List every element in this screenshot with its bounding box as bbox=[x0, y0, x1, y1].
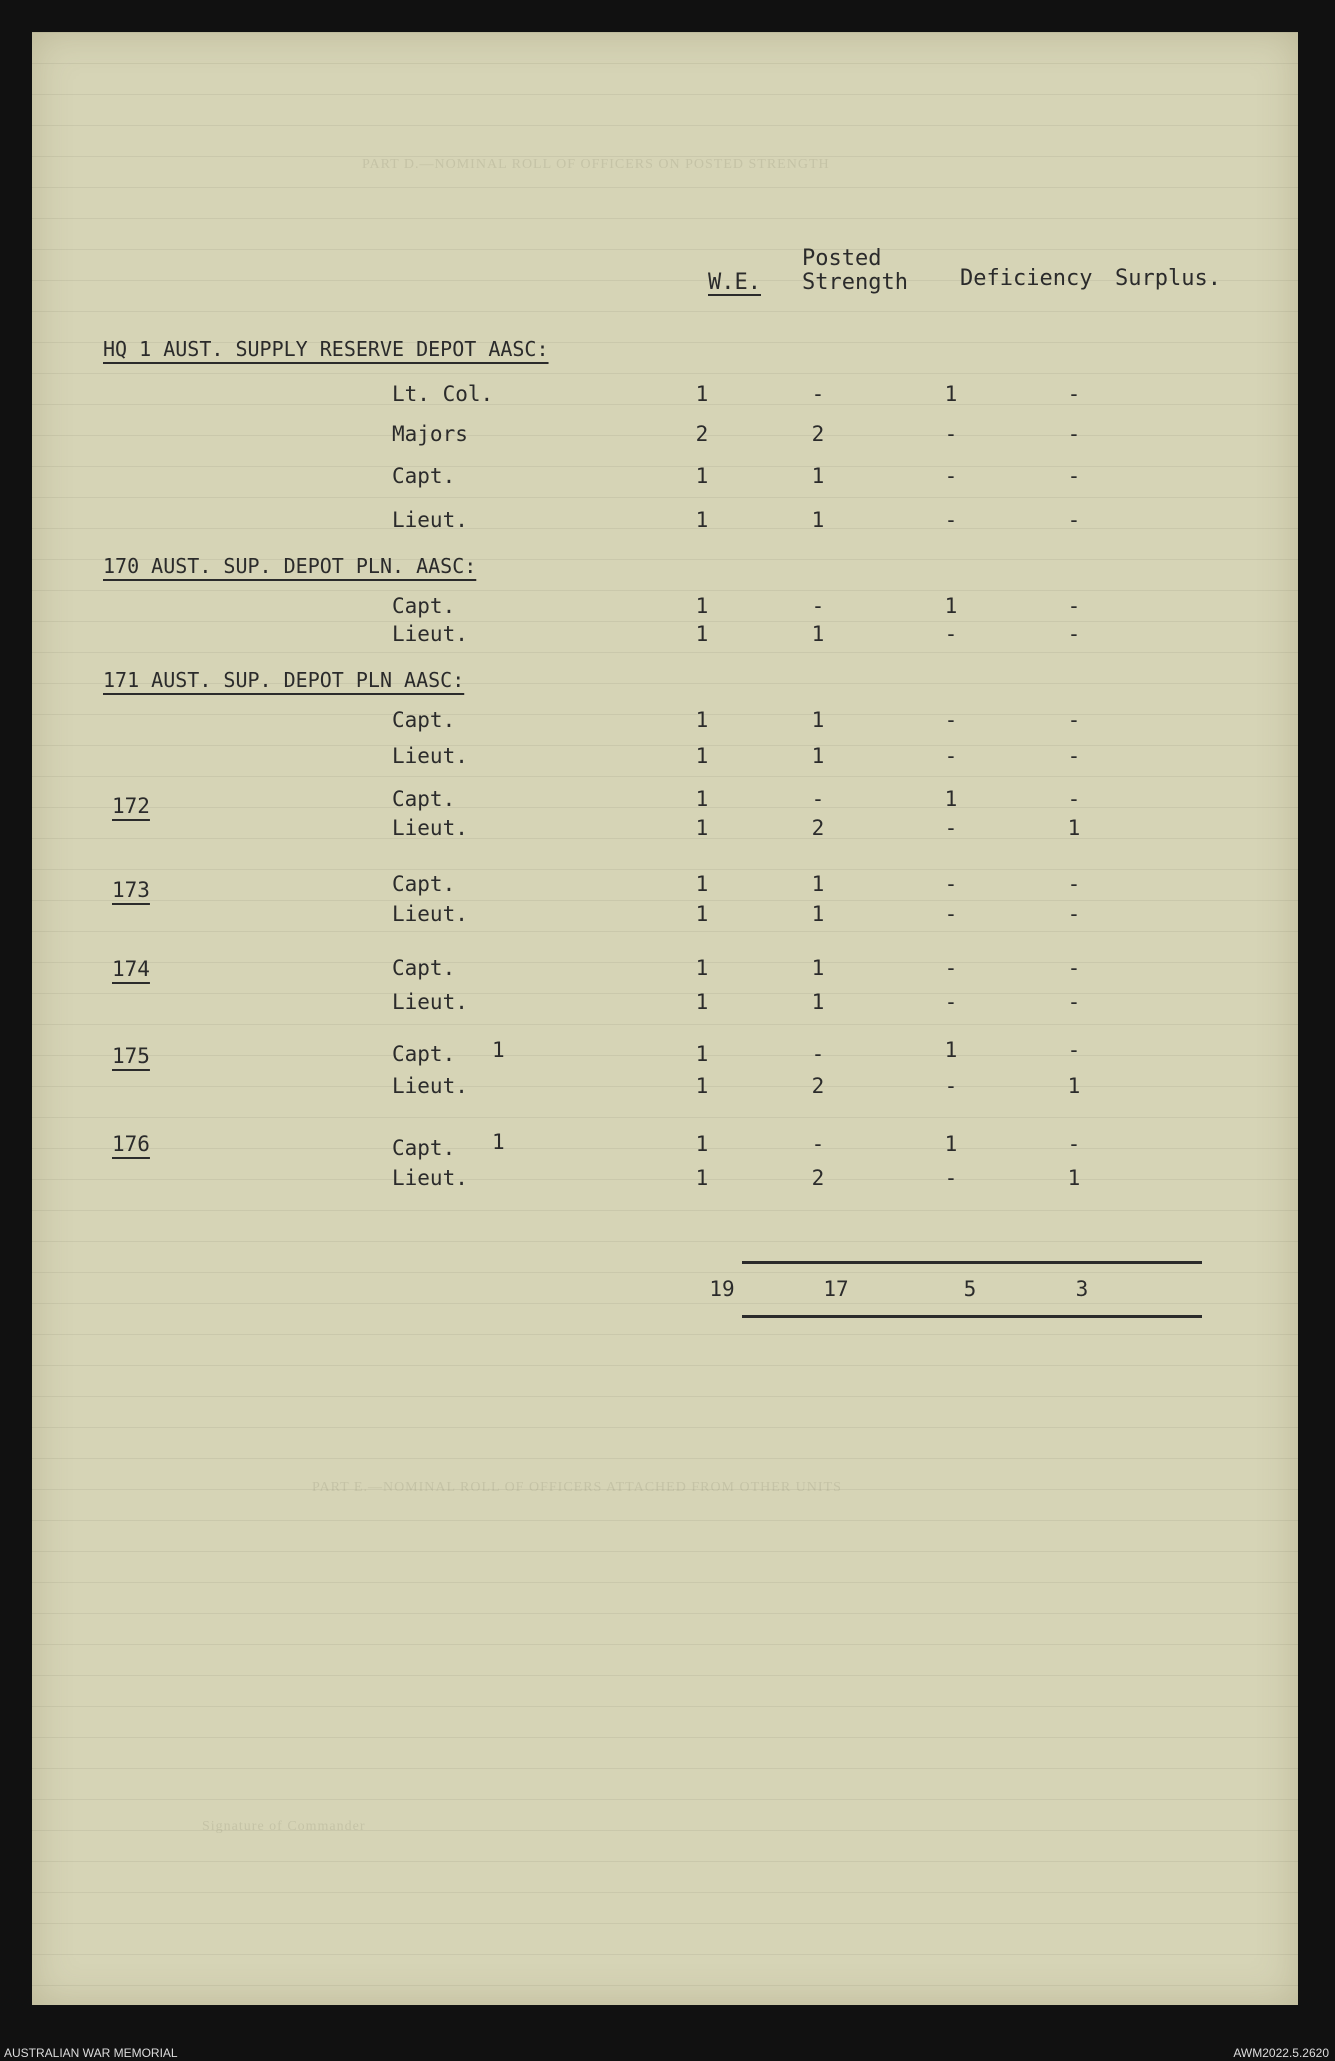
we-value: 1 bbox=[695, 1166, 709, 1190]
rank-label: Capt. bbox=[392, 956, 456, 980]
deficiency-value: 1 bbox=[944, 382, 958, 406]
we-value: 1 bbox=[695, 464, 709, 488]
deficiency-value: - bbox=[944, 956, 958, 980]
rank-label: Lieut. bbox=[392, 508, 468, 532]
surplus-value: 1 bbox=[1067, 1074, 1081, 1098]
rank-label: Lieut. bbox=[392, 816, 468, 840]
rank-label: Lieut. bbox=[392, 744, 468, 768]
surplus-value: - bbox=[1067, 1132, 1081, 1156]
section-heading-hq: HQ 1 AUST. SUPPLY RESERVE DEPOT AASC: bbox=[103, 337, 549, 361]
deficiency-value: - bbox=[944, 622, 958, 646]
we-value: 1 bbox=[695, 816, 709, 840]
rank-label: Capt. bbox=[392, 594, 456, 618]
header-posted-line1: Posted bbox=[802, 246, 882, 271]
surplus-value: 1 bbox=[1067, 1166, 1081, 1190]
total-surplus: 3 bbox=[1075, 1277, 1089, 1301]
rank-label: Capt. bbox=[392, 464, 456, 488]
we-value: 2 bbox=[695, 422, 709, 446]
posted-value: 1 bbox=[811, 464, 825, 488]
deficiency-value: - bbox=[944, 1166, 958, 1190]
footer-institution: AUSTRALIAN WAR MEMORIAL bbox=[4, 2046, 178, 2060]
surplus-value: - bbox=[1067, 787, 1081, 811]
rank-label: Lt. Col. bbox=[392, 382, 494, 406]
surplus-value: - bbox=[1067, 902, 1081, 926]
posted-value: 2 bbox=[811, 1166, 825, 1190]
deficiency-value: - bbox=[944, 872, 958, 896]
header-posted-line2: Strength bbox=[802, 270, 908, 295]
total-deficiency: 5 bbox=[963, 1277, 977, 1301]
we-value: 1 bbox=[695, 956, 709, 980]
we-value: 1 bbox=[695, 708, 709, 732]
posted-value: 1 bbox=[811, 902, 825, 926]
posted-value: 1 bbox=[811, 990, 825, 1014]
posted-value: 1 bbox=[811, 956, 825, 980]
surplus-value: 1 bbox=[1067, 816, 1081, 840]
we-value: 1 bbox=[695, 1042, 709, 1066]
deficiency-value: - bbox=[944, 1074, 958, 1098]
note-value: 1 bbox=[492, 1130, 505, 1154]
ghost-part-e: PART E.—NOMINAL ROLL OF OFFICERS ATTACHED FROM OTHER UNITS bbox=[312, 1480, 842, 1495]
we-value: 1 bbox=[695, 622, 709, 646]
rank-label: Capt. bbox=[392, 872, 456, 896]
footer-reference: AWM2022.5.2620 bbox=[1233, 2046, 1329, 2060]
rank-label: Majors bbox=[392, 422, 468, 446]
rank-label: Lieut. bbox=[392, 902, 468, 926]
rank-label: Lieut. bbox=[392, 990, 468, 1014]
unit-label-175: 175 bbox=[112, 1044, 150, 1068]
unit-label-176: 176 bbox=[112, 1132, 150, 1156]
we-value: 1 bbox=[695, 594, 709, 618]
deficiency-value: - bbox=[944, 422, 958, 446]
document-sheet bbox=[32, 32, 1298, 2005]
surplus-value: - bbox=[1067, 622, 1081, 646]
rank-label: Lieut. bbox=[392, 622, 468, 646]
surplus-value: - bbox=[1067, 464, 1081, 488]
deficiency-value: 1 bbox=[944, 1132, 958, 1156]
section-heading-170: 170 AUST. SUP. DEPOT PLN. AASC: bbox=[103, 554, 477, 578]
surplus-value: - bbox=[1067, 990, 1081, 1014]
deficiency-value: 1 bbox=[944, 787, 958, 811]
rank-label: Lieut. bbox=[392, 1074, 468, 1098]
surplus-value: - bbox=[1067, 508, 1081, 532]
we-value: 1 bbox=[695, 1074, 709, 1098]
we-value: 1 bbox=[695, 902, 709, 926]
posted-value: 1 bbox=[811, 622, 825, 646]
posted-value: - bbox=[811, 1132, 825, 1156]
posted-value: 1 bbox=[811, 744, 825, 768]
deficiency-value: - bbox=[944, 902, 958, 926]
posted-value: 1 bbox=[811, 872, 825, 896]
unit-label-174: 174 bbox=[112, 957, 150, 981]
surplus-value: - bbox=[1067, 422, 1081, 446]
surplus-value: - bbox=[1067, 744, 1081, 768]
rank-label: Capt. bbox=[392, 787, 456, 811]
we-value: 1 bbox=[695, 872, 709, 896]
header-surplus: Surplus. bbox=[1115, 266, 1221, 291]
header-deficiency: Deficiency bbox=[960, 266, 1093, 291]
posted-value: - bbox=[811, 787, 825, 811]
unit-label-173: 173 bbox=[112, 878, 150, 902]
deficiency-value: - bbox=[944, 990, 958, 1014]
surplus-value: - bbox=[1067, 956, 1081, 980]
section-heading-171: 171 AUST. SUP. DEPOT PLN AASC: bbox=[103, 668, 465, 692]
header-we: W.E. bbox=[708, 270, 761, 295]
deficiency-value: - bbox=[944, 816, 958, 840]
we-value: 1 bbox=[695, 744, 709, 768]
unit-label-172: 172 bbox=[112, 794, 150, 818]
surplus-value: - bbox=[1067, 1038, 1081, 1062]
we-value: 1 bbox=[695, 990, 709, 1014]
deficiency-value: 1 bbox=[944, 1038, 958, 1062]
surplus-value: - bbox=[1067, 872, 1081, 896]
rank-label: Capt. bbox=[392, 708, 456, 732]
we-value: 1 bbox=[695, 508, 709, 532]
posted-value: - bbox=[811, 594, 825, 618]
rank-label: Capt. bbox=[392, 1136, 456, 1160]
posted-value: 2 bbox=[811, 422, 825, 446]
posted-value: 1 bbox=[811, 708, 825, 732]
note-value: 1 bbox=[492, 1038, 505, 1062]
posted-value: - bbox=[811, 1042, 825, 1066]
surplus-value: - bbox=[1067, 594, 1081, 618]
deficiency-value: - bbox=[944, 708, 958, 732]
totals-rule-top bbox=[742, 1261, 1202, 1264]
totals-rule-bottom bbox=[742, 1315, 1202, 1318]
deficiency-value: - bbox=[944, 508, 958, 532]
we-value: 1 bbox=[695, 1132, 709, 1156]
surplus-value: - bbox=[1067, 382, 1081, 406]
deficiency-value: 1 bbox=[944, 594, 958, 618]
posted-value: 2 bbox=[811, 816, 825, 840]
ghost-part-d: PART D.—NOMINAL ROLL OF OFFICERS ON POSTED STRENGTH bbox=[362, 157, 830, 172]
posted-value: 1 bbox=[811, 508, 825, 532]
ghost-signature: Signature of Commander bbox=[202, 1819, 366, 1834]
we-value: 1 bbox=[695, 382, 709, 406]
posted-value: 2 bbox=[811, 1074, 825, 1098]
we-value: 1 bbox=[695, 787, 709, 811]
deficiency-value: - bbox=[944, 464, 958, 488]
total-we: 19 bbox=[709, 1277, 735, 1301]
surplus-value: - bbox=[1067, 708, 1081, 732]
posted-value: - bbox=[811, 382, 825, 406]
rank-label: Capt. bbox=[392, 1042, 456, 1066]
rank-label: Lieut. bbox=[392, 1166, 468, 1190]
total-posted: 17 bbox=[823, 1277, 849, 1301]
deficiency-value: - bbox=[944, 744, 958, 768]
